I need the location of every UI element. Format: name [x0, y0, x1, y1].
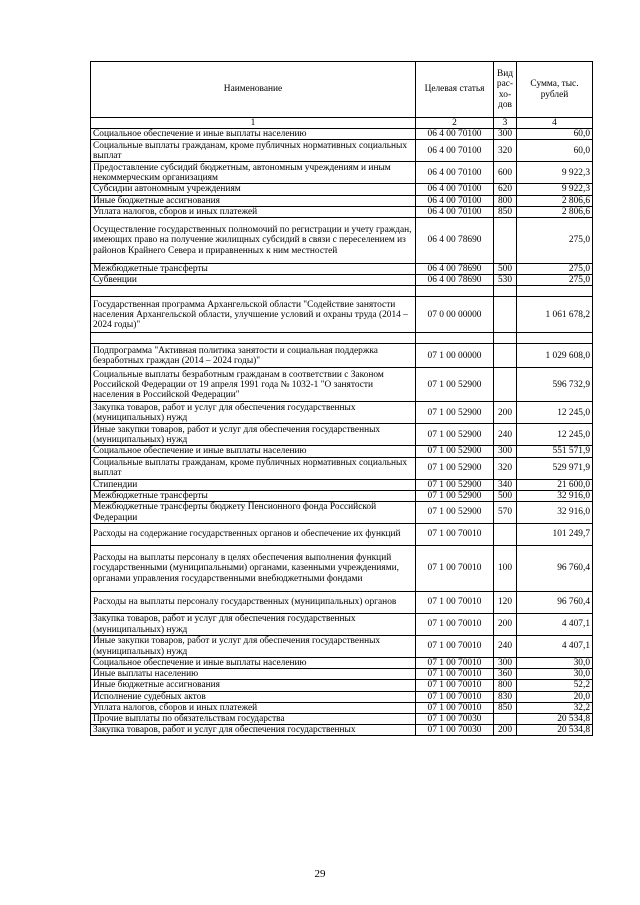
- row-amount: 1 061 678,2: [517, 297, 593, 333]
- row-name: Уплата налогов, сборов и иных платежей: [91, 206, 416, 217]
- row-amount: 32 916,0: [517, 502, 593, 524]
- row-target-article: 07 1 00 00000: [416, 344, 494, 368]
- row-expense-type: 200: [494, 614, 517, 636]
- row-name: Расходы на содержание государственных органов и обеспечение их функций: [91, 524, 416, 546]
- row-expense-type: 320: [494, 457, 517, 479]
- table-row: [91, 275, 593, 286]
- header-expense-type: Вид рас-хо-дов: [494, 62, 517, 118]
- column-number: 4: [517, 118, 593, 129]
- row-target-article: 07 1 00 52900: [416, 446, 494, 457]
- row-name: Расходы на выплаты персоналу в целях обеспечения выполнения функций государственными (муниципальными) органами, казенными учреждениями, органами управления государственными внебюджетными фондами: [91, 546, 416, 592]
- row-expense-type: 300: [494, 446, 517, 457]
- row-amount: 551 571,9: [517, 446, 593, 457]
- budget-table: [90, 61, 593, 736]
- row-amount: 529 971,9: [517, 457, 593, 479]
- spacer-cell: [91, 333, 416, 344]
- row-amount: 52,2: [517, 680, 593, 691]
- row-target-article: 07 1 00 52900: [416, 457, 494, 479]
- row-amount: 275,0: [517, 275, 593, 286]
- row-target-article: 07 1 00 52900: [416, 479, 494, 490]
- row-expense-type: 850: [494, 702, 517, 713]
- header-target-article: Целевая статья: [416, 62, 494, 118]
- row-name: Государственная программа Архангельской области "Содействие занятости населения Архангельской области, улучшение условий и охраны труда (2014 – 2024 годы)": [91, 297, 416, 333]
- row-expense-type: 620: [494, 184, 517, 195]
- row-name: Закупка товаров, работ и услуг для обеспечения государственных: [91, 725, 416, 736]
- row-amount: 60,0: [517, 129, 593, 140]
- row-target-article: 07 1 00 70010: [416, 702, 494, 713]
- row-name: Исполнение судебных актов: [91, 691, 416, 702]
- row-target-article: 06 4 00 78690: [416, 264, 494, 275]
- row-target-article: 06 4 00 70100: [416, 195, 494, 206]
- row-amount: 4 407,1: [517, 614, 593, 636]
- row-name: Субвенции: [91, 275, 416, 286]
- row-expense-type: 300: [494, 658, 517, 669]
- row-expense-type: 600: [494, 162, 517, 184]
- row-name: Расходы на выплаты персоналу государственных (муниципальных) органов: [91, 592, 416, 614]
- row-name: Подпрограмма "Активная политика занятости и социальная поддержка безработных граждан (2014 – 2024 годы)": [91, 344, 416, 368]
- row-target-article: 07 1 00 52900: [416, 402, 494, 424]
- row-expense-type: [494, 368, 517, 402]
- row-name: Уплата налогов, сборов и иных платежей: [91, 702, 416, 713]
- row-amount: 32,2: [517, 702, 593, 713]
- row-name: Межбюджетные трансферты: [91, 264, 416, 275]
- row-target-article: 06 4 00 70100: [416, 162, 494, 184]
- table-row: [91, 658, 593, 669]
- row-target-article: 07 1 00 70010: [416, 524, 494, 546]
- row-amount: 4 407,1: [517, 636, 593, 658]
- row-target-article: 07 1 00 52900: [416, 490, 494, 501]
- row-target-article: 06 4 00 70100: [416, 184, 494, 195]
- table-row: [91, 702, 593, 713]
- table-row: [91, 218, 593, 264]
- row-name: Предоставление субсидий бюджетным, автономным учреждениям и иным некоммерческим организациям: [91, 162, 416, 184]
- row-target-article: 07 1 00 52900: [416, 368, 494, 402]
- table-row: [91, 344, 593, 368]
- table-row: [91, 636, 593, 658]
- table-row: [91, 402, 593, 424]
- row-name: Межбюджетные трансферты: [91, 490, 416, 501]
- row-name: Закупка товаров, работ и услуг для обеспечения государственных (муниципальных) нужд: [91, 402, 416, 424]
- row-name: Социальное обеспечение и иные выплаты населению: [91, 129, 416, 140]
- row-amount: 12 245,0: [517, 402, 593, 424]
- row-name: Социальное обеспечение и иные выплаты населению: [91, 658, 416, 669]
- row-name: Социальные выплаты безработным гражданам в соответствии с Законом Российской Федерации от 19 апреля 1991 года № 1032-1 "О занятости населения в Российской Федерации": [91, 368, 416, 402]
- table-row: [91, 546, 593, 592]
- row-amount: 9 922,3: [517, 184, 593, 195]
- row-target-article: 07 1 00 70010: [416, 691, 494, 702]
- row-target-article: 06 4 00 78690: [416, 275, 494, 286]
- header-name: Наименование: [91, 62, 416, 118]
- table-row: [91, 502, 593, 524]
- row-target-article: 07 1 00 70010: [416, 669, 494, 680]
- row-name: Осуществление государственных полномочий по регистрации и учету граждан, имеющих право на получение жилищных субсидий в связи с переселением из районов Крайнего Севера и приравненных к ним местностей: [91, 218, 416, 264]
- row-amount: 30,0: [517, 658, 593, 669]
- table-row: [91, 479, 593, 490]
- row-target-article: 07 1 00 70010: [416, 636, 494, 658]
- spacer-cell: [416, 333, 494, 344]
- table-row: [91, 297, 593, 333]
- row-amount: 2 806,6: [517, 195, 593, 206]
- row-name: Иные закупки товаров, работ и услуг для обеспечения государственных (муниципальных) нужд: [91, 424, 416, 446]
- row-expense-type: [494, 297, 517, 333]
- row-amount: 20,0: [517, 691, 593, 702]
- row-amount: 596 732,9: [517, 368, 593, 402]
- row-target-article: 07 1 00 70030: [416, 714, 494, 725]
- row-expense-type: [494, 714, 517, 725]
- row-amount: 96 760,4: [517, 592, 593, 614]
- row-expense-type: 240: [494, 424, 517, 446]
- row-target-article: 06 4 00 70100: [416, 129, 494, 140]
- row-amount: 30,0: [517, 669, 593, 680]
- row-name: Иные бюджетные ассигнования: [91, 680, 416, 691]
- row-expense-type: 100: [494, 546, 517, 592]
- row-target-article: 07 1 00 70010: [416, 680, 494, 691]
- table-row: [91, 162, 593, 184]
- table-row: [91, 592, 593, 614]
- table-spacer-row: [91, 286, 593, 297]
- row-expense-type: 120: [494, 592, 517, 614]
- row-amount: 275,0: [517, 218, 593, 264]
- row-expense-type: [494, 218, 517, 264]
- row-target-article: 07 1 00 52900: [416, 424, 494, 446]
- row-amount: 275,0: [517, 264, 593, 275]
- row-amount: 9 922,3: [517, 162, 593, 184]
- row-amount: 21 600,0: [517, 479, 593, 490]
- row-name: Субсидии автономным учреждениям: [91, 184, 416, 195]
- row-target-article: 07 1 00 52900: [416, 502, 494, 524]
- row-name: Стипендии: [91, 479, 416, 490]
- row-expense-type: 850: [494, 206, 517, 217]
- table-body: [91, 129, 593, 736]
- row-amount: 20 534,8: [517, 725, 593, 736]
- table-row: [91, 368, 593, 402]
- row-target-article: 06 4 00 70100: [416, 140, 494, 162]
- row-amount: 2 806,6: [517, 206, 593, 217]
- row-expense-type: 200: [494, 725, 517, 736]
- row-expense-type: 800: [494, 680, 517, 691]
- row-amount: 1 029 608,0: [517, 344, 593, 368]
- row-expense-type: 800: [494, 195, 517, 206]
- row-expense-type: 530: [494, 275, 517, 286]
- table-row: [91, 184, 593, 195]
- row-amount: 101 249,7: [517, 524, 593, 546]
- row-expense-type: 320: [494, 140, 517, 162]
- row-target-article: 07 1 00 70030: [416, 725, 494, 736]
- row-amount: 12 245,0: [517, 424, 593, 446]
- spacer-cell: [416, 286, 494, 297]
- row-target-article: 07 1 00 70010: [416, 592, 494, 614]
- spacer-cell: [91, 286, 416, 297]
- table-row: [91, 614, 593, 636]
- table-row: [91, 206, 593, 217]
- table-row: [91, 490, 593, 501]
- table-row: [91, 457, 593, 479]
- spacer-cell: [517, 286, 593, 297]
- row-expense-type: 300: [494, 129, 517, 140]
- row-name: Социальные выплаты гражданам, кроме публичных нормативных социальных выплат: [91, 457, 416, 479]
- table-row: [91, 195, 593, 206]
- table-row: [91, 680, 593, 691]
- column-number: 1: [91, 118, 416, 129]
- table-row: [91, 129, 593, 140]
- row-amount: 60,0: [517, 140, 593, 162]
- table-row: [91, 264, 593, 275]
- row-expense-type: 240: [494, 636, 517, 658]
- spacer-cell: [517, 333, 593, 344]
- row-target-article: 07 1 00 70010: [416, 546, 494, 592]
- table-header: [91, 62, 593, 129]
- table-row: [91, 714, 593, 725]
- row-expense-type: [494, 344, 517, 368]
- column-number: 3: [494, 118, 517, 129]
- row-target-article: 07 1 00 70010: [416, 614, 494, 636]
- row-name: Социальное обеспечение и иные выплаты населению: [91, 446, 416, 457]
- row-expense-type: 360: [494, 669, 517, 680]
- header-amount: Сумма, тыс. рублей: [517, 62, 593, 118]
- row-name: Межбюджетные трансферты бюджету Пенсионного фонда Российской Федерации: [91, 502, 416, 524]
- page-number: 29: [314, 868, 326, 880]
- row-name: Прочие выплаты по обязательствам государства: [91, 714, 416, 725]
- row-target-article: 06 4 00 70100: [416, 206, 494, 217]
- row-amount: 32 916,0: [517, 490, 593, 501]
- table-row: [91, 424, 593, 446]
- table-row: [91, 691, 593, 702]
- table-row: [91, 669, 593, 680]
- row-target-article: 07 1 00 70010: [416, 658, 494, 669]
- row-expense-type: 570: [494, 502, 517, 524]
- row-name: Закупка товаров, работ и услуг для обеспечения государственных (муниципальных) нужд: [91, 614, 416, 636]
- table-row: [91, 446, 593, 457]
- row-expense-type: 500: [494, 490, 517, 501]
- row-amount: 96 760,4: [517, 546, 593, 592]
- row-name: Иные бюджетные ассигнования: [91, 195, 416, 206]
- row-expense-type: [494, 524, 517, 546]
- table-row: [91, 140, 593, 162]
- row-expense-type: 830: [494, 691, 517, 702]
- table-row: [91, 725, 593, 736]
- row-expense-type: 500: [494, 264, 517, 275]
- table-row: [91, 524, 593, 546]
- row-target-article: 07 0 00 00000: [416, 297, 494, 333]
- column-number: 2: [416, 118, 494, 129]
- row-name: Социальные выплаты гражданам, кроме публичных нормативных социальных выплат: [91, 140, 416, 162]
- row-expense-type: 340: [494, 479, 517, 490]
- row-expense-type: 200: [494, 402, 517, 424]
- table-spacer-row: [91, 333, 593, 344]
- spacer-cell: [494, 333, 517, 344]
- row-target-article: 06 4 00 78690: [416, 218, 494, 264]
- row-name: Иные выплаты населению: [91, 669, 416, 680]
- row-name: Иные закупки товаров, работ и услуг для обеспечения государственных (муниципальных) нужд: [91, 636, 416, 658]
- row-amount: 20 534,8: [517, 714, 593, 725]
- spacer-cell: [494, 286, 517, 297]
